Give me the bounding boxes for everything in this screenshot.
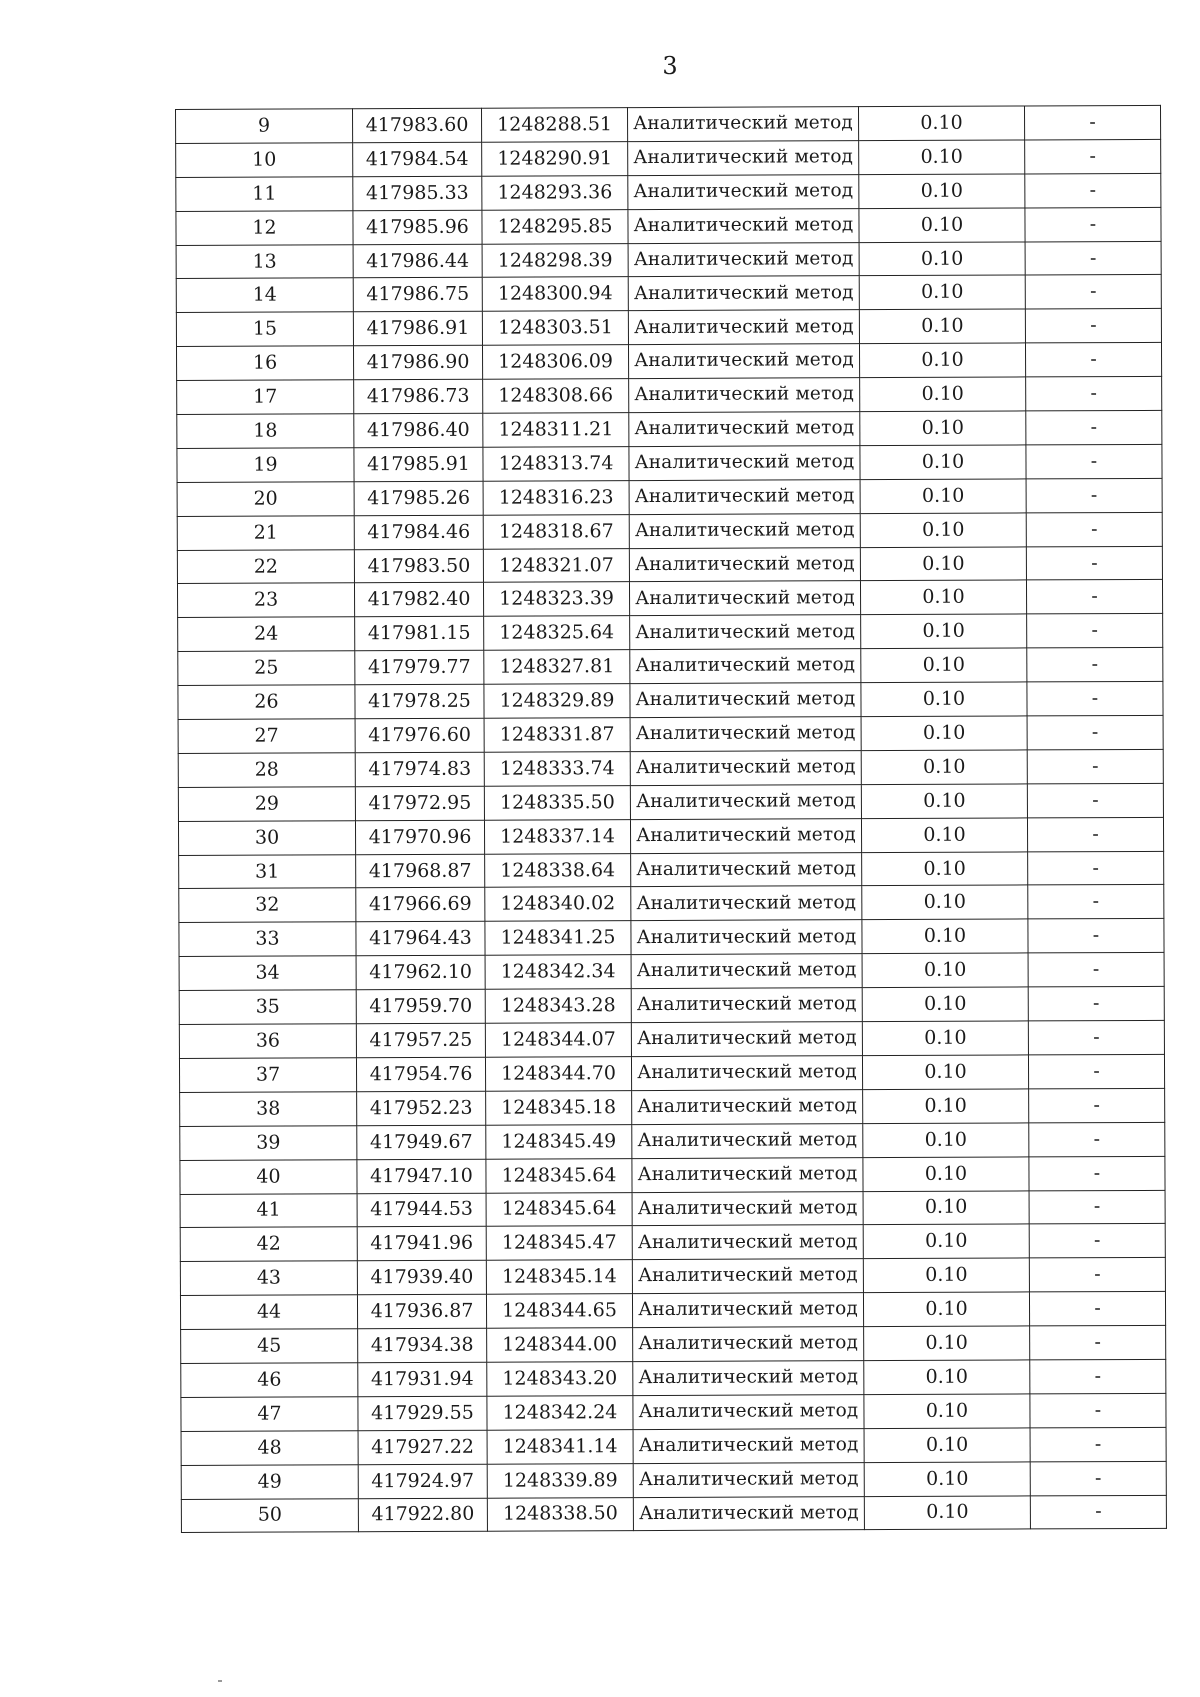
y-coordinate-cell: 1248341.25 [485, 921, 631, 956]
note-cell: - [1027, 614, 1163, 648]
precision-cell: 0.10 [860, 580, 1026, 615]
table-row [181, 1461, 1166, 1499]
method-cell: Аналитический метод [633, 1361, 864, 1396]
precision-cell: 0.10 [861, 716, 1027, 751]
x-coordinate-cell: 417959.70 [356, 989, 485, 1023]
table-row [176, 105, 1161, 143]
point-number-cell: 21 [177, 515, 354, 550]
method-cell: Аналитический метод [631, 988, 862, 1023]
method-cell: Аналитический метод [628, 208, 859, 243]
table-row [176, 173, 1161, 211]
method-cell: Аналитический метод [628, 174, 859, 209]
y-coordinate-cell: 1248288.51 [481, 108, 627, 143]
y-coordinate-cell: 1248298.39 [482, 243, 628, 278]
y-coordinate-cell: 1248338.50 [487, 1497, 633, 1532]
x-coordinate-cell: 417952.23 [357, 1091, 486, 1125]
point-number-cell: 49 [181, 1464, 358, 1499]
table-row [179, 953, 1164, 991]
y-coordinate-cell: 1248325.64 [484, 616, 630, 651]
precision-cell: 0.10 [861, 784, 1027, 819]
note-cell: - [1027, 749, 1163, 783]
point-number-cell: 33 [179, 922, 356, 957]
method-cell: Аналитический метод [628, 242, 859, 277]
precision-cell: 0.10 [861, 614, 1027, 649]
y-coordinate-cell: 1248343.28 [485, 989, 631, 1024]
precision-cell: 0.10 [861, 818, 1027, 853]
precision-cell: 0.10 [864, 1495, 1030, 1530]
y-coordinate-cell: 1248342.24 [487, 1395, 633, 1430]
x-coordinate-cell: 417985.91 [354, 447, 483, 481]
table-row [179, 919, 1164, 957]
precision-cell: 0.10 [859, 343, 1025, 378]
precision-cell: 0.10 [864, 1428, 1030, 1463]
y-coordinate-cell: 1248344.00 [487, 1328, 633, 1363]
table-row [178, 749, 1163, 787]
table-row [180, 1292, 1165, 1330]
y-coordinate-cell: 1248338.64 [485, 853, 631, 888]
method-cell: Аналитический метод [632, 1259, 863, 1294]
point-number-cell: 32 [179, 888, 356, 923]
precision-cell: 0.10 [864, 1394, 1030, 1429]
note-cell: - [1028, 1020, 1164, 1054]
method-cell: Аналитический метод [632, 1293, 863, 1328]
note-cell: - [1030, 1393, 1166, 1427]
point-number-cell: 10 [176, 143, 353, 178]
precision-cell: 0.10 [860, 547, 1026, 582]
point-number-cell: 9 [176, 109, 353, 144]
note-cell: - [1028, 987, 1164, 1021]
table-row [181, 1427, 1166, 1465]
note-cell: - [1030, 1495, 1166, 1529]
precision-cell: 0.10 [861, 682, 1027, 717]
table-row [178, 715, 1163, 753]
note-cell: - [1025, 207, 1161, 241]
method-cell: Аналитический метод [629, 479, 860, 514]
note-cell: - [1027, 783, 1163, 817]
note-cell: - [1030, 1427, 1166, 1461]
table-row [178, 614, 1163, 652]
precision-cell: 0.10 [859, 140, 1025, 175]
y-coordinate-cell: 1248345.64 [486, 1158, 632, 1193]
note-cell: - [1026, 478, 1162, 512]
method-cell: Аналитический метод [628, 310, 859, 345]
precision-cell: 0.10 [863, 1292, 1029, 1327]
method-cell: Аналитический метод [632, 1089, 863, 1124]
y-coordinate-cell: 1248303.51 [482, 311, 628, 346]
precision-cell: 0.10 [858, 106, 1024, 141]
method-cell: Аналитический метод [630, 751, 861, 786]
table-row [180, 1190, 1165, 1228]
note-cell: - [1027, 817, 1163, 851]
point-number-cell: 28 [178, 753, 355, 788]
note-cell: - [1025, 343, 1161, 377]
method-cell: Аналитический метод [630, 784, 861, 819]
point-number-cell: 35 [179, 990, 356, 1025]
coordinates-table [175, 105, 1167, 1534]
y-coordinate-cell: 1248306.09 [482, 345, 628, 380]
y-coordinate-cell: 1248331.87 [484, 718, 630, 753]
y-coordinate-cell: 1248316.23 [483, 480, 629, 515]
method-cell: Аналитический метод [631, 886, 862, 921]
precision-cell: 0.10 [859, 208, 1025, 243]
table-row [177, 546, 1162, 584]
y-coordinate-cell: 1248342.34 [485, 955, 631, 990]
precision-cell: 0.10 [861, 750, 1027, 785]
x-coordinate-cell: 417936.87 [357, 1294, 486, 1328]
method-cell: Аналитический метод [632, 1225, 863, 1260]
y-coordinate-cell: 1248333.74 [484, 752, 630, 787]
x-coordinate-cell: 417957.25 [356, 1023, 485, 1057]
note-cell: - [1029, 1088, 1165, 1122]
note-cell: - [1028, 851, 1164, 885]
x-coordinate-cell: 417970.96 [355, 820, 484, 854]
x-coordinate-cell: 417978.25 [355, 684, 484, 718]
note-cell: - [1029, 1292, 1165, 1326]
y-coordinate-cell: 1248323.39 [483, 582, 629, 617]
note-cell: - [1029, 1224, 1165, 1258]
note-cell: - [1028, 919, 1164, 953]
precision-cell: 0.10 [863, 1190, 1029, 1225]
precision-cell: 0.10 [864, 1462, 1030, 1497]
note-cell: - [1029, 1156, 1165, 1190]
x-coordinate-cell: 417954.76 [356, 1057, 485, 1091]
note-cell: - [1025, 309, 1161, 343]
table-row [178, 817, 1163, 855]
point-number-cell: 40 [180, 1159, 357, 1194]
y-coordinate-cell: 1248337.14 [484, 819, 630, 854]
point-number-cell: 37 [179, 1058, 356, 1093]
precision-cell: 0.10 [859, 242, 1025, 277]
note-cell: - [1025, 139, 1161, 173]
point-number-cell: 34 [179, 956, 356, 991]
y-coordinate-cell: 1248343.20 [487, 1362, 633, 1397]
point-number-cell: 14 [176, 278, 353, 313]
y-coordinate-cell: 1248335.50 [484, 785, 630, 820]
table-row [177, 512, 1162, 550]
method-cell: Аналитический метод [633, 1496, 864, 1531]
y-coordinate-cell: 1248345.47 [486, 1226, 632, 1261]
x-coordinate-cell: 417962.10 [356, 955, 485, 989]
precision-cell: 0.10 [864, 1326, 1030, 1361]
point-number-cell: 16 [176, 346, 353, 381]
point-number-cell: 22 [177, 549, 354, 584]
point-number-cell: 13 [176, 244, 353, 279]
table-row [179, 851, 1164, 889]
method-cell: Аналитический метод [628, 276, 859, 311]
precision-cell: 0.10 [860, 513, 1026, 548]
precision-cell: 0.10 [862, 1021, 1028, 1056]
point-number-cell: 47 [181, 1397, 358, 1432]
precision-cell: 0.10 [860, 411, 1026, 446]
point-number-cell: 20 [177, 482, 354, 517]
table-row [180, 1224, 1165, 1262]
y-coordinate-cell: 1248293.36 [482, 175, 628, 210]
precision-cell: 0.10 [860, 445, 1026, 480]
method-cell: Аналитический метод [628, 141, 859, 176]
note-cell: - [1026, 546, 1162, 580]
table-row [177, 444, 1162, 482]
x-coordinate-cell: 417929.55 [358, 1396, 487, 1430]
y-coordinate-cell: 1248311.21 [483, 413, 629, 448]
point-number-cell: 39 [180, 1125, 357, 1160]
y-coordinate-cell: 1248345.49 [486, 1124, 632, 1159]
x-coordinate-cell: 417979.77 [355, 650, 484, 684]
method-cell: Аналитический метод [631, 954, 862, 989]
precision-cell: 0.10 [862, 919, 1028, 954]
point-number-cell: 23 [177, 583, 354, 618]
precision-cell: 0.10 [862, 885, 1028, 920]
y-coordinate-cell: 1248345.18 [486, 1090, 632, 1125]
point-number-cell: 29 [178, 787, 355, 822]
precision-cell: 0.10 [859, 309, 1025, 344]
x-coordinate-cell: 417974.83 [355, 752, 484, 786]
point-number-cell: 17 [177, 380, 354, 415]
note-cell: - [1027, 682, 1163, 716]
x-coordinate-cell: 417983.50 [354, 549, 483, 583]
x-coordinate-cell: 417968.87 [356, 854, 485, 888]
y-coordinate-cell: 1248313.74 [483, 447, 629, 482]
precision-cell: 0.10 [863, 1123, 1029, 1158]
x-coordinate-cell: 417985.33 [353, 176, 482, 210]
precision-cell: 0.10 [860, 479, 1026, 514]
method-cell: Аналитический метод [631, 1056, 862, 1091]
y-coordinate-cell: 1248295.85 [482, 209, 628, 244]
point-number-cell: 38 [180, 1092, 357, 1127]
precision-cell: 0.10 [859, 174, 1025, 209]
note-cell: - [1026, 444, 1162, 478]
note-cell: - [1030, 1325, 1166, 1359]
point-number-cell: 44 [180, 1295, 357, 1330]
note-cell: - [1027, 648, 1163, 682]
table-row [176, 309, 1161, 347]
point-number-cell: 26 [178, 685, 355, 720]
note-cell: - [1029, 1258, 1165, 1292]
method-cell: Аналитический метод [632, 1191, 863, 1226]
table-row [176, 343, 1161, 381]
note-cell: - [1024, 105, 1160, 139]
y-coordinate-cell: 1248308.66 [483, 379, 629, 414]
note-cell: - [1030, 1461, 1166, 1495]
table-row [181, 1359, 1166, 1397]
table-row [180, 1122, 1165, 1160]
note-cell: - [1029, 1190, 1165, 1224]
x-coordinate-cell: 417939.40 [357, 1260, 486, 1294]
table-row [178, 682, 1163, 720]
table-row [179, 987, 1164, 1025]
note-cell: - [1025, 241, 1161, 275]
x-coordinate-cell: 417986.90 [353, 345, 482, 379]
point-number-cell: 19 [177, 448, 354, 483]
method-cell: Аналитический метод [631, 920, 862, 955]
x-coordinate-cell: 417985.26 [354, 481, 483, 515]
point-number-cell: 43 [180, 1261, 357, 1296]
y-coordinate-cell: 1248327.81 [484, 650, 630, 685]
x-coordinate-cell: 417986.44 [353, 244, 482, 278]
precision-cell: 0.10 [861, 648, 1027, 683]
precision-cell: 0.10 [862, 987, 1028, 1022]
x-coordinate-cell: 417985.96 [353, 210, 482, 244]
scan-speck [218, 1680, 222, 1682]
table-row [181, 1393, 1166, 1431]
table-row [180, 1258, 1165, 1296]
method-cell: Аналитический метод [630, 818, 861, 853]
coordinates-table-body [176, 105, 1167, 1533]
x-coordinate-cell: 417966.69 [356, 888, 485, 922]
note-cell: - [1026, 512, 1162, 546]
method-cell: Аналитический метод [630, 615, 861, 650]
point-number-cell: 46 [181, 1363, 358, 1398]
method-cell: Аналитический метод [630, 683, 861, 718]
method-cell: Аналитический метод [628, 344, 859, 379]
precision-cell: 0.10 [864, 1360, 1030, 1395]
precision-cell: 0.10 [863, 1157, 1029, 1192]
table-row [177, 376, 1162, 414]
method-cell: Аналитический метод [630, 649, 861, 684]
table-row [179, 1054, 1164, 1092]
method-cell: Аналитический метод [629, 581, 860, 616]
precision-cell: 0.10 [863, 1089, 1029, 1124]
table-row [176, 207, 1161, 245]
method-cell: Аналитический метод [631, 1022, 862, 1057]
table-row [176, 241, 1161, 279]
table-row [178, 783, 1163, 821]
table-row [180, 1088, 1165, 1126]
y-coordinate-cell: 1248300.94 [482, 277, 628, 312]
point-number-cell: 27 [178, 719, 355, 754]
point-number-cell: 45 [181, 1329, 358, 1364]
table-row [178, 648, 1163, 686]
precision-cell: 0.10 [862, 852, 1028, 887]
point-number-cell: 42 [180, 1227, 357, 1262]
table-row [177, 478, 1162, 516]
x-coordinate-cell: 417927.22 [358, 1430, 487, 1464]
table-row [179, 885, 1164, 923]
x-coordinate-cell: 417986.75 [353, 278, 482, 312]
table-row [181, 1495, 1166, 1533]
x-coordinate-cell: 417944.53 [357, 1193, 486, 1227]
x-coordinate-cell: 417986.91 [353, 312, 482, 346]
y-coordinate-cell: 1248341.14 [487, 1429, 633, 1464]
page-number: 3 [662, 52, 678, 80]
point-number-cell: 41 [180, 1193, 357, 1228]
x-coordinate-cell: 417964.43 [356, 922, 485, 956]
note-cell: - [1025, 275, 1161, 309]
method-cell: Аналитический метод [633, 1327, 864, 1362]
method-cell: Аналитический метод [631, 852, 862, 887]
precision-cell: 0.10 [862, 1055, 1028, 1090]
point-number-cell: 24 [178, 617, 355, 652]
table-row [177, 580, 1162, 618]
method-cell: Аналитический метод [629, 547, 860, 582]
y-coordinate-cell: 1248290.91 [482, 141, 628, 176]
note-cell: - [1029, 1122, 1165, 1156]
x-coordinate-cell: 417924.97 [358, 1464, 487, 1498]
table-row [179, 1020, 1164, 1058]
x-coordinate-cell: 417986.40 [354, 413, 483, 447]
y-coordinate-cell: 1248345.14 [486, 1260, 632, 1295]
x-coordinate-cell: 417947.10 [357, 1159, 486, 1193]
method-cell: Аналитический метод [632, 1157, 863, 1192]
point-number-cell: 36 [179, 1024, 356, 1059]
precision-cell: 0.10 [863, 1224, 1029, 1259]
y-coordinate-cell: 1248329.89 [484, 684, 630, 719]
method-cell: Аналитический метод [630, 717, 861, 752]
method-cell: Аналитический метод [633, 1462, 864, 1497]
x-coordinate-cell: 417984.46 [354, 515, 483, 549]
note-cell: - [1027, 715, 1163, 749]
x-coordinate-cell: 417922.80 [358, 1498, 487, 1532]
y-coordinate-cell: 1248339.89 [487, 1463, 633, 1498]
x-coordinate-cell: 417982.40 [354, 583, 483, 617]
note-cell: - [1028, 953, 1164, 987]
x-coordinate-cell: 417934.38 [358, 1328, 487, 1362]
x-coordinate-cell: 417986.73 [354, 379, 483, 413]
note-cell: - [1026, 580, 1162, 614]
y-coordinate-cell: 1248344.65 [486, 1294, 632, 1329]
point-number-cell: 15 [176, 312, 353, 347]
y-coordinate-cell: 1248344.70 [485, 1057, 631, 1092]
table-row [176, 275, 1161, 313]
y-coordinate-cell: 1248345.64 [486, 1192, 632, 1227]
precision-cell: 0.10 [859, 275, 1025, 310]
coordinates-table-container [175, 105, 1160, 1533]
y-coordinate-cell: 1248344.07 [485, 1023, 631, 1058]
method-cell: Аналитический метод [632, 1123, 863, 1158]
precision-cell: 0.10 [862, 953, 1028, 988]
note-cell: - [1026, 376, 1162, 410]
x-coordinate-cell: 417949.67 [357, 1125, 486, 1159]
x-coordinate-cell: 417984.54 [353, 142, 482, 176]
point-number-cell: 48 [181, 1430, 358, 1465]
point-number-cell: 11 [176, 177, 353, 212]
note-cell: - [1026, 410, 1162, 444]
y-coordinate-cell: 1248321.07 [483, 548, 629, 583]
point-number-cell: 31 [179, 854, 356, 889]
precision-cell: 0.10 [863, 1258, 1029, 1293]
point-number-cell: 30 [178, 820, 355, 855]
method-cell: Аналитический метод [629, 412, 860, 447]
method-cell: Аналитический метод [633, 1428, 864, 1463]
y-coordinate-cell: 1248340.02 [485, 887, 631, 922]
table-row [181, 1325, 1166, 1363]
y-coordinate-cell: 1248318.67 [483, 514, 629, 549]
x-coordinate-cell: 417972.95 [355, 786, 484, 820]
note-cell: - [1030, 1359, 1166, 1393]
point-number-cell: 12 [176, 210, 353, 245]
note-cell: - [1025, 173, 1161, 207]
point-number-cell: 25 [178, 651, 355, 686]
note-cell: - [1028, 885, 1164, 919]
table-row [176, 139, 1161, 177]
x-coordinate-cell: 417976.60 [355, 718, 484, 752]
note-cell: - [1028, 1054, 1164, 1088]
precision-cell: 0.10 [860, 377, 1026, 412]
point-number-cell: 18 [177, 414, 354, 449]
method-cell: Аналитический метод [633, 1394, 864, 1429]
x-coordinate-cell: 417981.15 [355, 617, 484, 651]
table-row [177, 410, 1162, 448]
x-coordinate-cell: 417931.94 [358, 1362, 487, 1396]
x-coordinate-cell: 417983.60 [353, 108, 482, 142]
method-cell: Аналитический метод [629, 446, 860, 481]
point-number-cell: 50 [181, 1498, 358, 1533]
method-cell: Аналитический метод [629, 513, 860, 548]
x-coordinate-cell: 417941.96 [357, 1227, 486, 1261]
method-cell: Аналитический метод [629, 378, 860, 413]
method-cell: Аналитический метод [627, 107, 858, 142]
table-row [180, 1156, 1165, 1194]
